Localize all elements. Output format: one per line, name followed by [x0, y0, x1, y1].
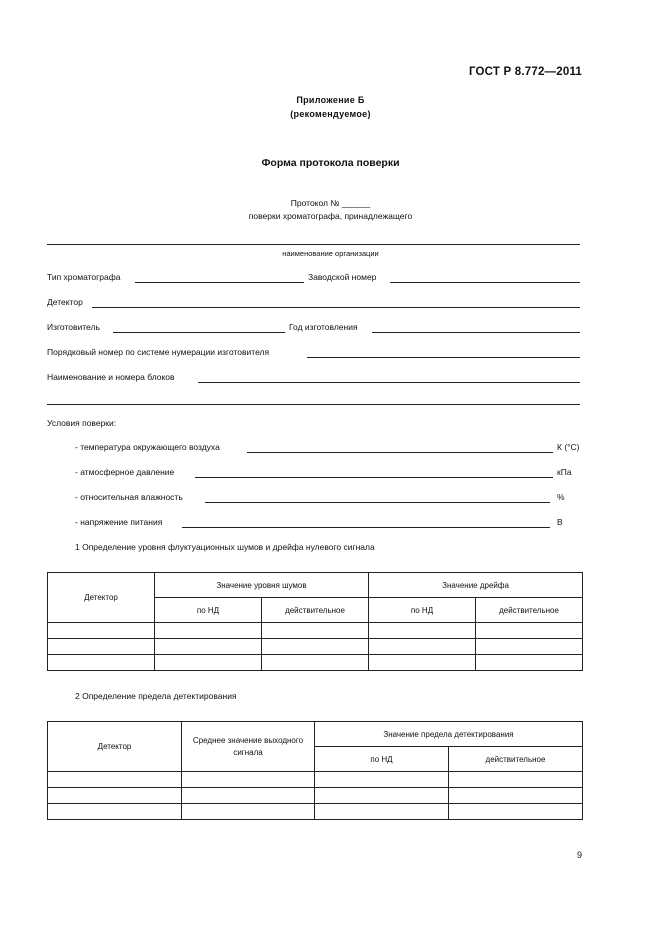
- blocks-fill-line-2: [47, 404, 580, 405]
- table-cell: [48, 623, 155, 639]
- table-cell: [315, 788, 449, 804]
- condition-temperature-fill: [247, 452, 553, 453]
- table-cell: [48, 804, 182, 820]
- ordinal-label: Порядковый номер по системе нумерации изготовителя: [47, 347, 270, 357]
- condition-temperature-label: - температура окружающего воздуха: [75, 442, 220, 452]
- header-drift-nd: по НД: [369, 598, 476, 623]
- condition-pressure-unit: кПа: [557, 467, 572, 477]
- maker-fill-line: [113, 332, 285, 333]
- protocol-number-line: Протокол № ______: [290, 198, 371, 208]
- section1-heading: 1 Определение уровня флуктуационных шумов и дрейфа нулевого сигнала: [75, 542, 375, 552]
- protocol-owner-line: поверки хроматографа, принадлежащего: [248, 211, 413, 221]
- ordinal-fill-line: [307, 357, 580, 358]
- condition-voltage-fill: [182, 527, 550, 528]
- table-cell: [315, 772, 449, 788]
- condition-voltage-unit: В: [557, 517, 563, 527]
- annex-title: Приложение Б: [296, 95, 365, 105]
- table-row: [48, 639, 583, 655]
- year-label: Год изготовления: [289, 322, 358, 332]
- maker-label: Изготовитель: [47, 322, 100, 332]
- table-cell: [182, 788, 315, 804]
- table-cell: [315, 804, 449, 820]
- table-cell: [449, 772, 583, 788]
- condition-pressure-label: - атмосферное давление: [75, 467, 175, 477]
- type-fill-line: [135, 282, 304, 283]
- table-cell: [262, 655, 369, 671]
- table-row: [48, 804, 583, 820]
- year-fill-line: [372, 332, 580, 333]
- organization-fill-line: [47, 244, 580, 245]
- standard-number: ГОСТ Р 8.772—2011: [468, 66, 582, 78]
- table-row: [48, 623, 583, 639]
- table-cell: [155, 623, 262, 639]
- table-cell: [48, 788, 182, 804]
- type-label: Тип хроматографа: [47, 272, 121, 282]
- table-cell: [48, 655, 155, 671]
- blocks-fill-line: [198, 382, 580, 383]
- table-row: [48, 772, 583, 788]
- table-cell: [48, 639, 155, 655]
- table-cell: [449, 788, 583, 804]
- header-detector: Детектор: [48, 573, 155, 623]
- annex-subtitle: (рекомендуемое): [290, 109, 371, 119]
- table-cell: [369, 655, 476, 671]
- table-cell: [155, 655, 262, 671]
- header-mean-signal: Среднее значение выходного сигнала: [182, 722, 315, 772]
- table-row: [48, 655, 583, 671]
- table-cell: [476, 639, 583, 655]
- form-title: Форма протокола поверки: [261, 157, 400, 169]
- table-cell: [449, 804, 583, 820]
- table-cell: [155, 639, 262, 655]
- table-cell: [182, 804, 315, 820]
- table-cell: [476, 655, 583, 671]
- header-limit-nd: по НД: [315, 747, 449, 772]
- detector-fill-line: [92, 307, 580, 308]
- condition-pressure-fill: [195, 477, 553, 478]
- table-cell: [369, 639, 476, 655]
- table-row: [48, 788, 583, 804]
- condition-humidity-label: - относительная влажность: [75, 492, 183, 502]
- condition-voltage-label: - напряжение питания: [75, 517, 163, 527]
- header-limit-group: Значение предела детектирования: [315, 722, 583, 747]
- header-noise-actual: действительное: [262, 598, 369, 623]
- table-cell: [262, 639, 369, 655]
- table-cell: [182, 772, 315, 788]
- section2-heading: 2 Определение предела детектирования: [75, 691, 237, 701]
- table-cell: [262, 623, 369, 639]
- condition-temperature-unit: К (°С): [557, 442, 580, 452]
- header-detector: Детектор: [48, 722, 182, 772]
- table-cell: [369, 623, 476, 639]
- header-drift-actual: действительное: [476, 598, 583, 623]
- header-drift-group: Значение дрейфа: [369, 573, 583, 598]
- noise-drift-table: [47, 572, 583, 671]
- detector-label: Детектор: [47, 297, 83, 307]
- detection-limit-table: [47, 721, 583, 820]
- organization-caption: наименование организации: [282, 249, 379, 258]
- serial-label: Заводской номер: [308, 272, 377, 282]
- condition-humidity-unit: %: [557, 492, 565, 502]
- table-cell: [476, 623, 583, 639]
- conditions-heading: Условия поверки:: [47, 418, 117, 428]
- blocks-label: Наименование и номера блоков: [47, 372, 175, 382]
- page-number: 9: [576, 850, 582, 860]
- header-noise-nd: по НД: [155, 598, 262, 623]
- table-cell: [48, 772, 182, 788]
- header-limit-actual: действительное: [449, 747, 583, 772]
- condition-humidity-fill: [205, 502, 550, 503]
- serial-fill-line: [390, 282, 580, 283]
- header-noise-group: Значение уровня шумов: [155, 573, 369, 598]
